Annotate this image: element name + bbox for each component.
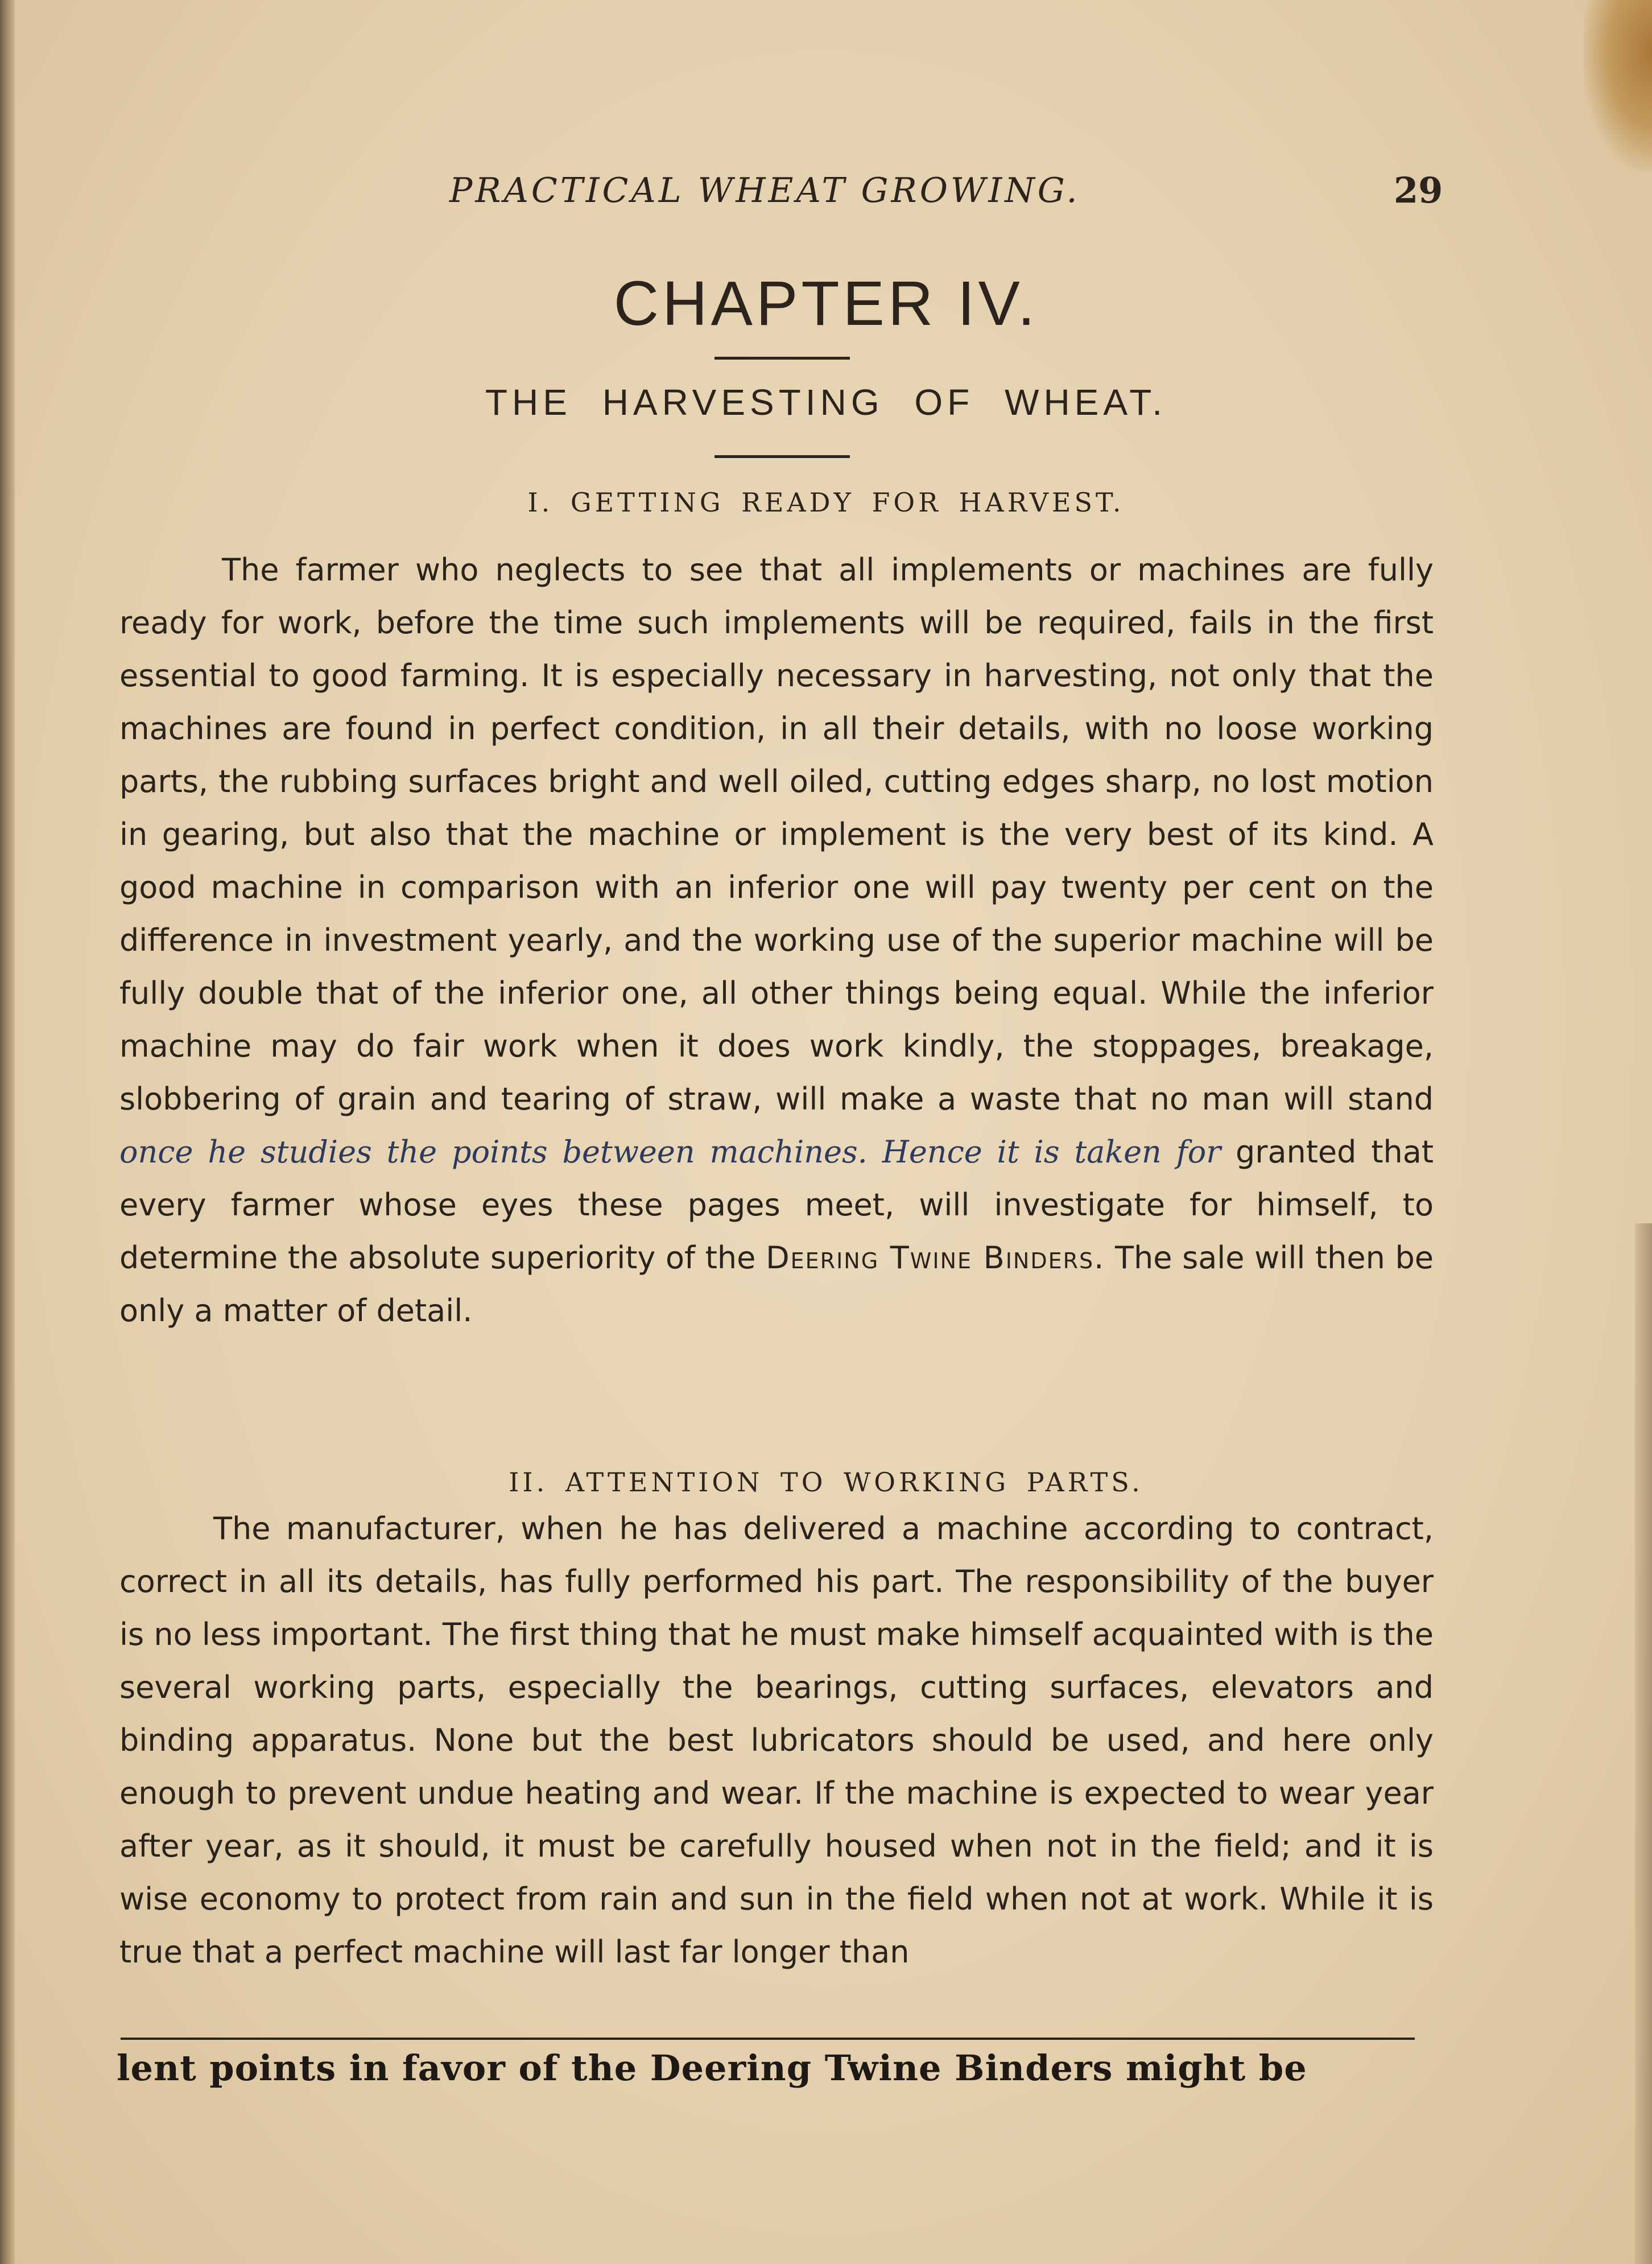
- product-name: Deering Twine Binders.: [766, 1240, 1105, 1276]
- right-edge-shadow: [1635, 1223, 1652, 2264]
- paragraph-2: The manufacturer, when he has delivered a machine according to contract, correct in all its details, has fully performed his part. The responsibility of the buyer is no less important. The first thing that he must make himself acquainted with is the several working parts, especially the bearings, cutting surfaces, elevators and binding apparatus. None but the best lubricators should be used, and here only enough to prevent undue heating and wear. If the machine is expected to wear year after year, as it should, it must be carefully housed when not in the field; and it is wise economy to protect from rain and sun in the field when not at work. While it is true that a perfect machine will last far longer than: [119, 1511, 1434, 1970]
- footer-rule: [121, 2038, 1415, 2040]
- running-head: PRACTICAL WHEAT GROWING.: [449, 171, 1080, 211]
- part-1-heading: I. GETTING READY FOR HARVEST.: [527, 487, 1125, 518]
- italic-passage: once he studies the points between machines. Hence it is taken for: [119, 1134, 1221, 1170]
- divider-rule: [715, 455, 850, 458]
- section-title: THE HARVESTING OF WHEAT.: [485, 382, 1167, 423]
- paragraph-1-text: The farmer who neglects to see that all implements or machines are fully ready for work, before the time such implements will be required, fails in the first essential to good farming. It is especially necessary in harvesting, not only that the machines are found in perfect condition, in all their details, with no loose working parts, the rubbing surfaces bright and well oiled, cutting edges sharp, no lost motion in gearing, but also that the machine or implement is the very best of its kind. A good machine in comparison with an inferior one will pay twenty per cent on the difference in investment yearly, and the working use of the superior machine will be fully double that of the inferior one, all other things being equal. While the inferior machine may do fair work when it does work kindly, the stoppages, breakage, slobbering of grain and tearing of straw, will make a waste that no man will stand: [119, 552, 1434, 1117]
- paragraph-1: [119, 543, 1434, 1337]
- divider-rule: [715, 357, 850, 360]
- part-2-heading: II. ATTENTION TO WORKING PARTS.: [509, 1467, 1143, 1498]
- bleed-through-line: lent points in favor of the Deering Twine Binders might be: [117, 2047, 1307, 2089]
- corner-stain: [1584, 0, 1652, 171]
- paragraph-1-continuation: granted that every farmer whose eyes these pages meet, will investigate for himself, to determine the absolute superiority of the: [119, 1134, 1434, 1276]
- closing-sentence: The sale will then be only a matter of detail.: [119, 1240, 1434, 1329]
- page-number: 29: [1394, 170, 1443, 211]
- chapter-title: CHAPTER IV.: [613, 269, 1039, 339]
